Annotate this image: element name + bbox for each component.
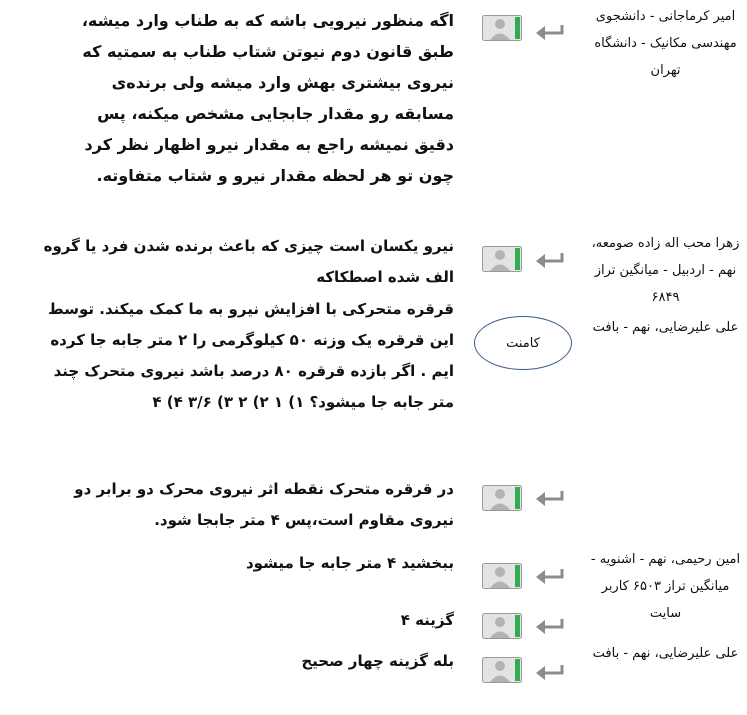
comment-author: علی علیرضایی، نهم - بافت [592,646,739,661]
avatar-icon [482,246,522,272]
comment-bubble[interactable]: کامنت [474,316,572,370]
comment-text: بله گزینه چهار صحیح [301,652,454,670]
avatar-icon [482,15,522,41]
reply-arrow-icon[interactable] [535,568,565,584]
comment-author: امیر کرماجانی - دانشجوی مهندسی مکانیک - دانشگاه تهران [594,9,737,78]
comment-text: نیرو یکسان است چیزی که باعث برنده شدن فرد یا گروه الف شده اصطکاکه [43,237,454,286]
reply-arrow-icon[interactable] [535,490,565,506]
comment-text: اگه منظور نیرویی باشه که به طناب وارد میشه، طبق قانون دوم نیوتن شتاب طناب به سمتیه که نیروی بیشتری بهش وارد میشه ولی برنده‌ی مسابقه رو مقدار جابجایی مشخص میکنه، پس دقیق نمیشه راجع به مقدار نیرو اظهار نظر کرد چون تو هر لحظه مقدار نیرو و شتاب متفاوته. [81,11,454,185]
reply-arrow-icon[interactable] [535,618,565,634]
reply-arrow-icon[interactable] [535,24,565,40]
avatar-icon [482,485,522,511]
comment-text: ببخشید ۴ متر جابه جا میشود [245,554,454,572]
avatar-icon [482,563,522,589]
comment-text: قرقره متحرکی با افزایش نیرو به ما کمک میکند. توسط این قرقره یک وزنه ۵۰ کیلوگرمی را ۲ متر جابه جا کرده ایم . اگر بازده قرقره ۸۰ درصد باشد نیروی متحرک چند متر جابه جا میشود؟ ۱) ۱ ۲) ۲ ۳) ۳/۶ ۴) ۴ [48,300,454,411]
comment-author: زهرا محب اله زاده صومعه، نهم - اردبیل - میانگین تراز ۶۸۴۹ [591,236,740,305]
comment-text: در قرقره متحرک نقطه اثر نیروی محرک دو برابر دو نیروی مقاوم است،پس ۴ متر جابجا شود. [74,480,454,529]
reply-arrow-icon[interactable] [535,664,565,680]
reply-arrow-icon[interactable] [535,252,565,268]
avatar-icon [482,613,522,639]
avatar-icon [482,657,522,683]
comment-author: علی علیرضایی، نهم - بافت [592,320,739,335]
comment-text: گزینه ۴ [400,611,454,629]
comment-author: امین رحیمی، نهم - اشنویه - میانگین تراز ۶۵۰۳ کاربر سایت [590,552,741,621]
